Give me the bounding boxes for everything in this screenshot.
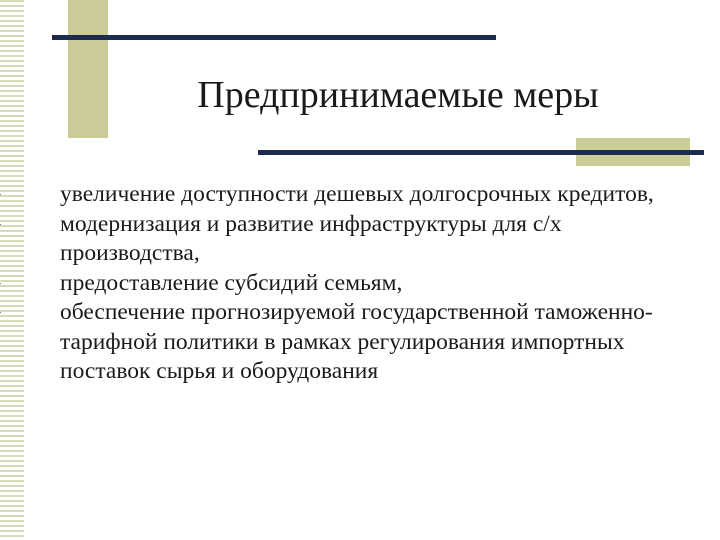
- bullet-text: увеличение доступности дешевых долгосрочных кредитов,: [60, 181, 654, 207]
- decorative-block-top: [68, 0, 108, 138]
- bullet-item: [0, 298, 702, 387]
- diamond-bullet-icon: [0, 188, 1, 201]
- diamond-bullet-icon: [0, 277, 1, 290]
- bullet-item: [0, 210, 702, 269]
- bullet-text: обеспечение прогнозируемой государственной таможенно-тарифной политики в рамках регулирования импортных поставок сырья и оборудования: [60, 299, 653, 384]
- bullet-item: [0, 269, 702, 299]
- diamond-bullet-icon: [0, 306, 1, 319]
- diamond-bullet-icon: [0, 218, 1, 231]
- decorative-line-top: [52, 35, 496, 40]
- bullet-item: [0, 180, 702, 210]
- bullet-text: модернизация и развитие инфраструктуры для с/х производства,: [60, 210, 562, 266]
- bullet-text: предоставление субсидий семьям,: [60, 269, 403, 296]
- bullet-list: [30, 180, 702, 387]
- decorative-line-bottom: [258, 150, 704, 155]
- slide-title: Предпринимаемые меры: [197, 74, 599, 116]
